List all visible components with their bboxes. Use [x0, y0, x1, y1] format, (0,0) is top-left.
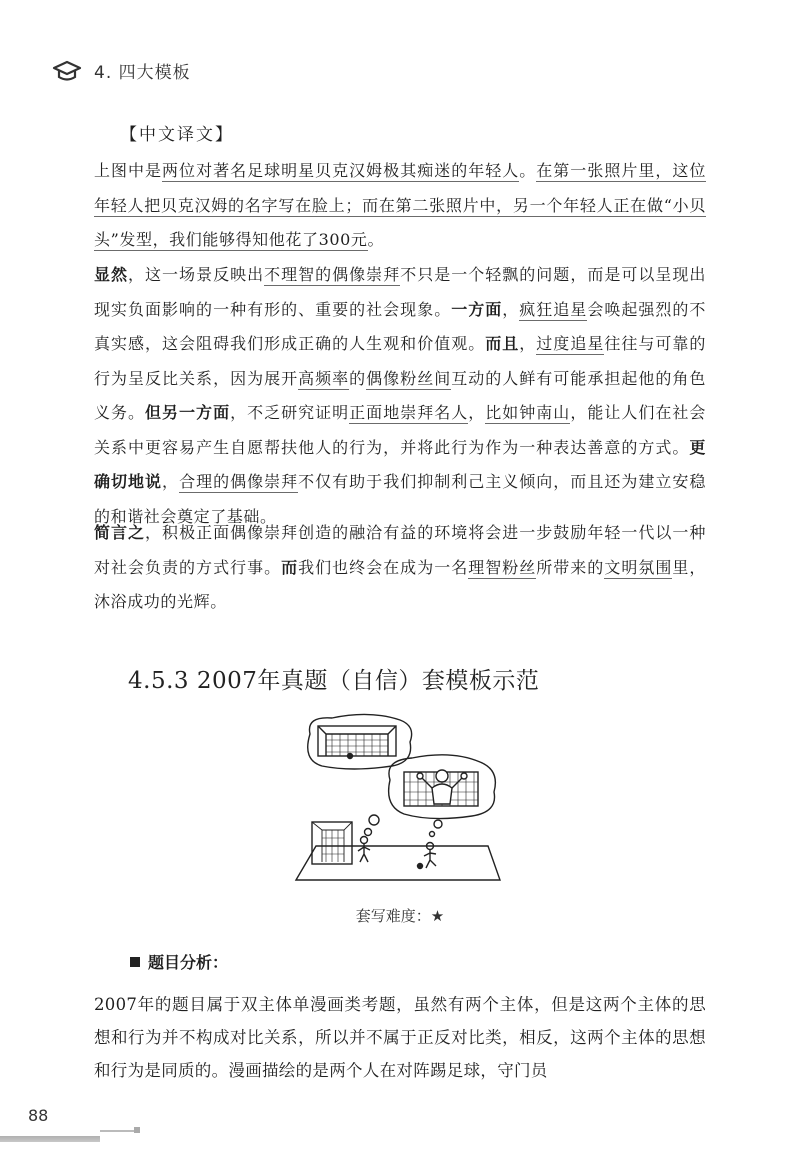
analysis-heading-label: 题目分析：: [148, 953, 229, 972]
bold-connective: 更确切地说: [94, 437, 706, 491]
underlined-phrase: 两位对著名足球明星贝克汉姆极其痴迷的年轻人: [162, 161, 520, 180]
analysis-body: 2007年的题目属于双主体单漫画类考题，虽然有两个主体，但是这两个主体的思想和行为并不构成对比关系，所以并不属于正反对比类，相反，这两个主体的思想和行为是同质的。漫画描绘的是两个人在对阵踢足球，守门员: [94, 995, 706, 1080]
text-segment: 上图中是: [94, 161, 163, 180]
underlined-phrase: 在第一张照片里，这位年轻人把贝克汉姆的名字写在脸上；而在第二张照片中，另一个年轻人正在做“小贝头”发型，我们能够得知他花了300元: [94, 161, 706, 249]
text-segment: 不只是一个轻飘的问题，而是可以呈现出现实负面影响的一种有形的、重要的社会现象。: [94, 265, 706, 319]
text-segment: 往往与可靠的行为呈反比关系，因为展开: [94, 334, 706, 388]
underlined-phrase: 合理的偶像崇拜: [179, 472, 299, 491]
bold-connective: 但另一方面: [145, 403, 231, 422]
underlined-phrase: 不理智的偶像崇拜: [264, 265, 401, 284]
text-segment: 所带来的: [536, 557, 605, 577]
bold-connective: 显然: [94, 265, 129, 284]
text-segment: 不仅有助于我们抑制利己主义倾向，而且还为建立安稳的和谐社会奠定了基础。: [94, 472, 706, 526]
football-cartoon-illustration: [292, 712, 506, 894]
footer-square: [134, 1127, 140, 1133]
translation-paragraph-1: [94, 154, 706, 258]
underlined-phrase: 正面地崇拜名人: [349, 403, 469, 422]
text-segment: 会唤起强烈的不真实感，这会阻碍我们形成正确的人生观和价值观。: [94, 299, 706, 353]
translation-paragraph-2: [94, 258, 706, 534]
text-segment: ，不乏研究证明: [230, 403, 350, 422]
underlined-phrase: 过度追星: [536, 334, 605, 353]
chapter-header: [52, 58, 191, 83]
translation-heading: 【中文译文】: [120, 125, 234, 145]
text-segment: 。: [367, 230, 385, 249]
underlined-phrase: 疯狂追星: [519, 299, 588, 319]
chapter-title: 4. 四大模板: [94, 63, 191, 83]
square-bullet-icon: [130, 957, 140, 967]
underlined-phrase: 偶像粉丝间: [366, 368, 452, 388]
page-number: 88: [28, 1106, 49, 1125]
section-title: 4.5.3 2007年真题（自信）套模板示范: [128, 668, 540, 694]
text-segment: 互动的人鲜有可能承担起他的角色义务。: [94, 368, 706, 422]
underlined-phrase: 理智粉丝: [468, 557, 537, 577]
footer-line: [100, 1130, 136, 1132]
text-segment: 我们也终会在成为一名: [298, 557, 469, 577]
analysis-heading: [130, 950, 228, 973]
text-segment: ，: [468, 403, 486, 422]
difficulty-caption: 套写难度：★: [355, 907, 445, 925]
text-segment: ，积极正面偶像崇拜创造的融洽有益的环境将会进一步鼓励年轻一代以一种对社会负责的方式行事。: [94, 523, 706, 577]
footer-bar: [0, 1136, 100, 1142]
translation-paragraph-3: [94, 516, 706, 620]
text-segment: 里，沐浴成功的光辉。: [94, 557, 706, 611]
text-segment: ，: [519, 334, 537, 353]
bold-connective: 而: [281, 557, 299, 577]
underlined-phrase: 比如钟南山: [485, 403, 571, 422]
football-field: [296, 846, 500, 880]
underlined-phrase: 文明氛围: [604, 557, 673, 577]
text-segment: 的: [349, 368, 367, 388]
text-segment: ，: [162, 472, 180, 491]
bold-connective: 简言之: [94, 523, 146, 542]
graduation-cap-icon: [52, 59, 82, 83]
text-segment: ，能让人们在社会关系中更容易产生自愿帮扶他人的行为，并将此行为作为一种表达善意的方式。: [94, 403, 706, 457]
text-segment: ，: [502, 299, 520, 319]
bold-connective: 而且: [485, 334, 520, 353]
text-segment: 。: [519, 161, 537, 180]
bold-connective: 一方面: [451, 299, 503, 319]
text-segment: ，这一场景反映出: [128, 265, 265, 284]
underlined-phrase: 高频率: [298, 368, 350, 388]
